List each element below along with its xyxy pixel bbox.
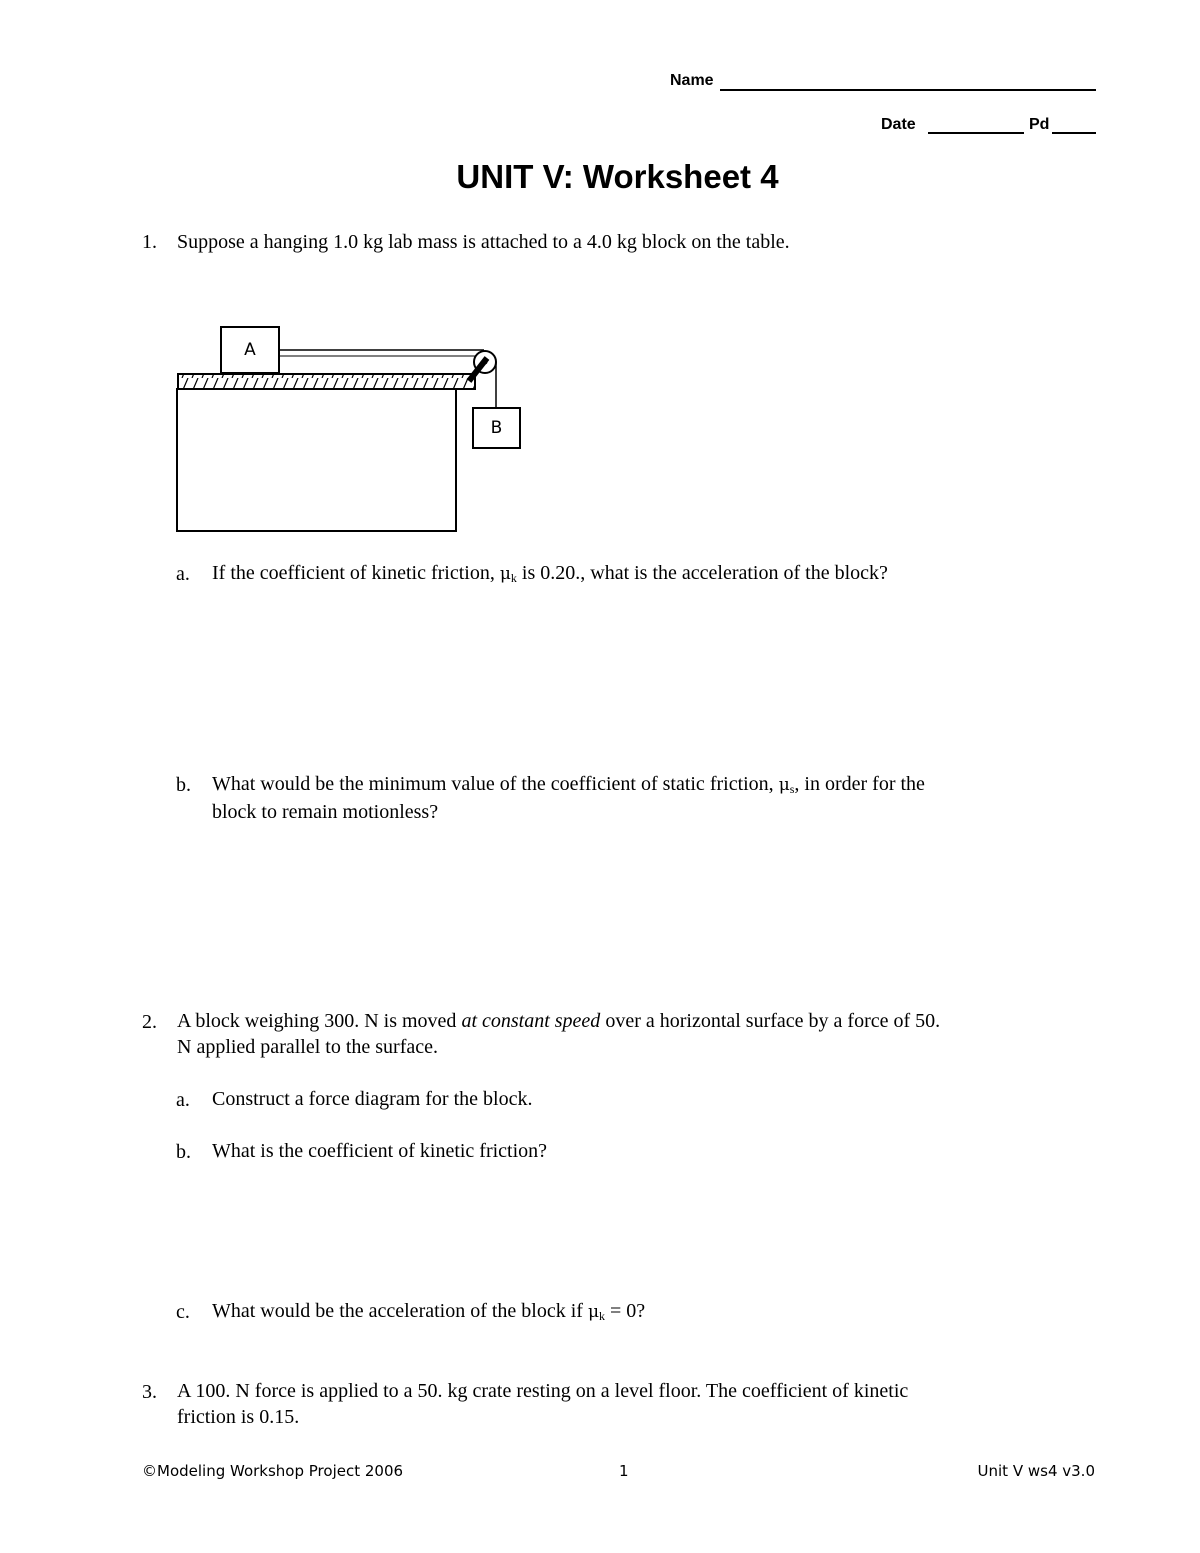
- mu-symbol: μ: [499, 564, 511, 584]
- q2-text-before: A block weighing 300. N is moved: [177, 1010, 462, 1032]
- footer-copyright: ©Modeling Workshop Project 2006: [142, 1462, 404, 1480]
- mu-subscript: s: [789, 782, 795, 796]
- q1a-letter: a.: [176, 563, 190, 585]
- q2-text-italic: at constant speed: [461, 1010, 601, 1032]
- q2a-letter: a.: [176, 1089, 190, 1111]
- q1a-text-before: If the coefficient of kinetic friction,: [212, 562, 500, 584]
- name-label: Name: [670, 72, 714, 89]
- q2a-text: Construct a force diagram for the block.: [212, 1088, 533, 1110]
- q1b-text-after: , in order for the: [794, 773, 925, 795]
- q1b-text: [212, 771, 925, 802]
- q3-text-line1: A 100. N force is applied to a 50. kg crate resting on a level floor. The coefficient of kinetic: [177, 1380, 909, 1402]
- mu-symbol: μ: [778, 775, 790, 795]
- q2-number: 2.: [142, 1011, 157, 1033]
- q2c-text-after: = 0?: [605, 1300, 646, 1322]
- footer-version: Unit V ws4 v3.0: [977, 1462, 1095, 1480]
- table-body: [177, 389, 456, 531]
- q2-text-after: over a horizontal surface by a force of 50.: [600, 1010, 941, 1032]
- q1-number: 1.: [142, 231, 157, 253]
- q2-text-line2: N applied parallel to the surface.: [177, 1036, 438, 1058]
- q2c-text-before: What would be the acceleration of the block if: [212, 1300, 588, 1322]
- mu-symbol: μ: [587, 1302, 600, 1322]
- q1-text: Suppose a hanging 1.0 kg lab mass is attached to a 4.0 kg block on the table.: [177, 231, 790, 253]
- q1b-letter: b.: [176, 774, 191, 796]
- q2b-text: What is the coefficient of kinetic friction?: [212, 1140, 548, 1162]
- footer-page-number: 1: [619, 1462, 629, 1480]
- q2c-text: [212, 1298, 645, 1329]
- block-b-label: B: [490, 418, 503, 438]
- page-title: UNIT V: Worksheet 4: [456, 158, 779, 195]
- mu-subscript: k: [599, 1309, 606, 1323]
- q2c-letter: c.: [176, 1301, 190, 1323]
- mu-subscript: k: [510, 571, 517, 585]
- date-label: Date: [881, 116, 916, 133]
- q1b-text-line2: block to remain motionless?: [212, 801, 439, 823]
- q1a-text-after: is 0.20., what is the acceleration of the block?: [516, 562, 888, 584]
- block-a-label: A: [244, 340, 256, 360]
- q1a-text: [212, 560, 888, 591]
- q3-number: 3.: [142, 1381, 157, 1403]
- pd-label: Pd: [1029, 116, 1050, 133]
- table-surface: [178, 374, 475, 389]
- q2b-letter: b.: [176, 1141, 191, 1163]
- q2-text: [177, 1008, 940, 1034]
- q1b-text-before: What would be the minimum value of the coefficient of static friction,: [212, 773, 779, 795]
- q3-text-line2: friction is 0.15.: [177, 1406, 300, 1428]
